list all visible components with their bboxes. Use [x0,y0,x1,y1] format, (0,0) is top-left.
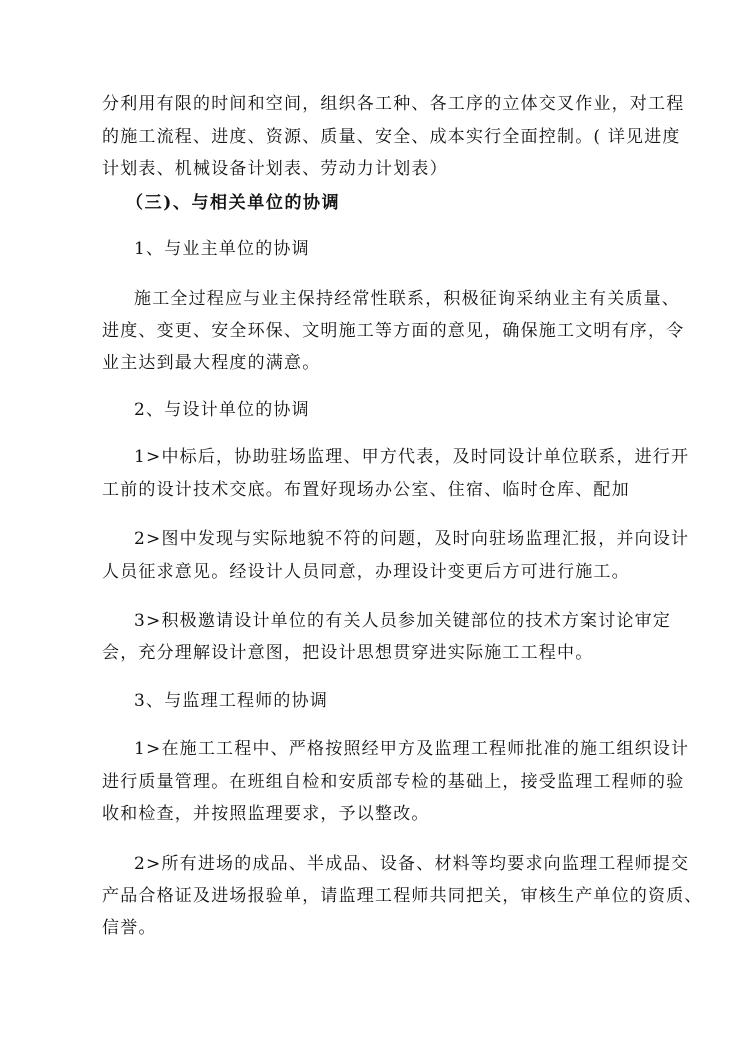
supervisor-item1-line-2: 进行质量管理。在班组自检和安质部专检的基础上，接受监理工程师的验 [102,772,685,792]
design-title: 2、与设计单位的协调 [134,400,310,420]
section-heading: （三)、与相关单位的协调 [126,193,341,213]
intro-line-2: 的施工流程、进度、资源、质量、安全、成本实行全面控制。( 详见进度 [102,127,681,147]
supervisor-item1-line-3: 收和检查，并按照监理要求，予以整改。 [102,804,430,824]
design-item1-line-1: 1>中标后，协助驻场监理、甲方代表，及时同设计单位联系，进行开 [134,447,690,467]
supervisor-item2-line-3: 信誉。 [102,918,157,938]
design-item3-line-2: 会，充分理解设计意图，把设计思想贯穿进实际施工工程中。 [102,643,594,663]
supervisor-item2-line-1: 2>所有进场的成品、半成品、设备、材料等均要求向监理工程师提交 [134,854,690,874]
owner-line-1: 施工全过程应与业主保持经常性联系，积极征询采纳业主有关质量、 [134,289,680,309]
intro-line-1: 分利用有限的时间和空间，组织各工种、各工序的立体交叉作业，对工程 [102,94,685,114]
owner-line-3: 业主达到最大程度的满意。 [102,353,321,373]
supervisor-item2-line-2: 产品合格证及进场报验单，请监理工程师共同把关，审核生产单位的资质、 [102,886,703,906]
design-item2-line-1: 2>图中发现与实际地貌不符的问题，及时向驻场监理汇报，并向设计 [134,529,690,549]
owner-title: 1、与业主单位的协调 [134,239,310,259]
design-item3-line-1: 3>积极邀请设计单位的有关人员参加关键部位的技术方案讨论审定 [134,611,672,631]
design-item2-line-2: 人员征求意见。经设计人员同意，办理设计变更后方可进行施工。 [102,562,630,582]
supervisor-title: 3、与监理工程师的协调 [134,691,329,711]
supervisor-item1-line-1: 1>在施工工程中、严格按照经甲方及监理工程师批准的施工组织设计 [134,739,690,759]
design-item1-line-2: 工前的设计技术交底。布置好现场办公室、住宿、临时仓库、配加 [102,480,630,500]
intro-line-3: 计划表、机械设备计划表、劳动力计划表） [102,159,448,179]
owner-line-2: 进度、变更、安全环保、文明施工等方面的意见，确保施工文明有序，令 [102,321,685,341]
